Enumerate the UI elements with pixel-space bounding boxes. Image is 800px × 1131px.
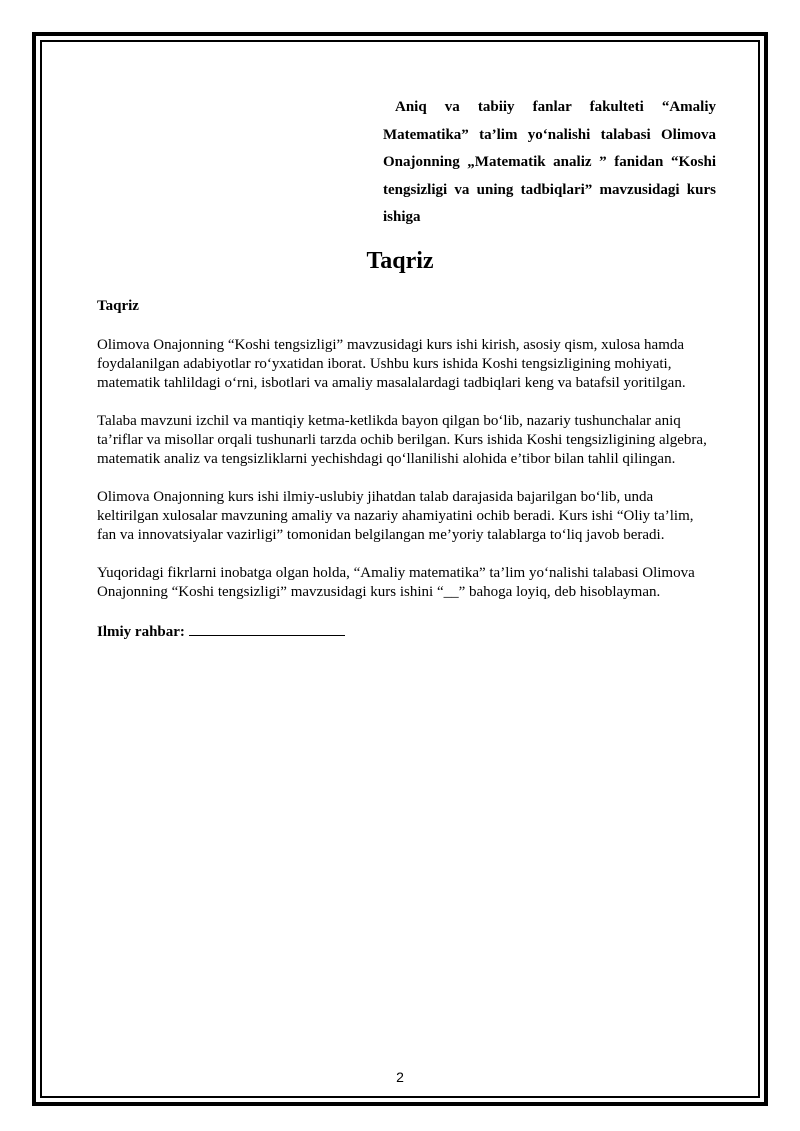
signature-label: Ilmiy rahbar: [97,624,185,640]
paragraph-3: Olimova Onajonning kurs ishi ilmiy-uslubiy jihatdan talab darajasida bajarilgan bo‘lib, unda keltirilgan xulosalar mavzuning amaliy va nazariy ahamiyatini ochib beradi. Kurs ishi “Oliy ta’lim, fan va innovatsiyalar vazirligi” tomonidan belgilangan me’yoriy talablarga to‘liq javob beradi. [97,489,694,543]
paragraph-4: Yuqoridagi fikrlarni inobatga olgan holda, “Amaliy matematika” ta’lim yo‘nalishi talabasi Olimova Onajonning “Koshi tengsizligi” mavzusidagi kurs ishini “__” bahoga loyiq, deb hisoblayman. [97,565,695,600]
section-heading: Taqriz [97,298,139,314]
paragraph-2: Talaba mavzuni izchil va mantiqiy ketma-ketlikda bayon qilgan bo‘lib, nazariy tushunchalar aniq ta’riflar va misollar orqali tushunarli tarzda ochib berilgan. Kurs ishida Koshi tengsizligining algebra, matematik analiz va tengsizliklarni yechishdagi qo‘llanilishi alohida e’tibor bilan tahlil qilingan. [97,413,707,467]
signature-row [97,621,707,642]
document-title: Taqriz [366,248,434,274]
addressee-text: Aniq va tabiiy fanlar fakulteti “Amaliy Matematika” ta’lim yo‘nalishi talabasi Olimova Onajonning „Matematik analiz ” fanidan “Koshi tengsizligi va uning tadbiqlari” mavzusidagi kurs ishiga [383,99,716,225]
paragraph-1: Olimova Onajonning “Koshi tengsizligi” mavzusidagi kurs ishi kirish, asosiy qism, xulosa hamda foydalanilgan adabiyotlar ro‘yxatidan iborat. Ushbu kurs ishida Koshi tengsizligining mohiyati, matematik tahlildagi o‘rni, isbotlari va amaliy masalalardagi tadbiqlari keng va batafsil yoritilgan. [97,337,686,391]
review-body [97,336,707,661]
page-number: 2 [396,1069,404,1085]
addressee-block [383,94,716,232]
signature-line [189,621,345,636]
